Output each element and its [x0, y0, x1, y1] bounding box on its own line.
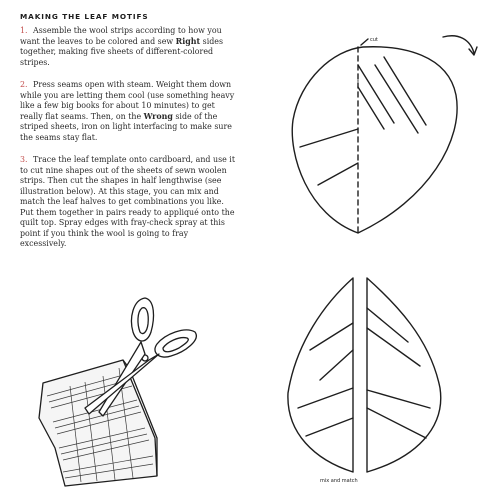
section-heading: MAKING THE LEAF MOTIFS [20, 12, 149, 21]
instructions-column [20, 12, 235, 262]
scissors-illustration [25, 288, 215, 488]
step-number: 2. [20, 80, 28, 89]
step-number: 3. [20, 155, 28, 164]
step-emphasis: Wrong [143, 111, 173, 121]
scissors-drawing [25, 288, 215, 488]
leaf-halves-drawing [280, 268, 490, 488]
step-text: Assemble the wool strips according to how you want the leaves to be colored and sew [20, 26, 222, 46]
cut-note: cut [370, 37, 378, 43]
step-text: Trace the leaf template onto cardboard, and use it to cut nine shapes out of the sheets of sewn woolen strips. Then cut the shapes in half lengthwise (see illustration below). At this stage, you can mix and match the leaf halves to get combinations you like. Put them together in pairs ready to appliqué onto the quilt top. Spray edges with fray-check spray at this point if you think the wool is going to fray excessively. [20, 155, 235, 248]
mix-and-match-caption: mix and match [320, 478, 358, 484]
leaf-halves-illustration [280, 268, 490, 488]
step-2 [20, 80, 235, 143]
step-3 [20, 155, 235, 250]
step-number: 1. [20, 26, 28, 35]
step-text: Press seams open with steam. Weight them down while you are letting them cool (use something heavy like a few big books for about 10 minutes) to get really flat seams. Then, on the [20, 80, 235, 121]
step-text-end: side of the striped sheets, iron on light interfacing to make sure the seams stay flat. [20, 111, 232, 142]
step-1 [20, 26, 235, 68]
leaf-template-drawing [278, 25, 488, 250]
leaf-template-illustration [278, 25, 488, 250]
step-text-end: sides together, making five sheets of different-colored stripes. [20, 36, 223, 67]
step-emphasis: Right [175, 36, 201, 46]
